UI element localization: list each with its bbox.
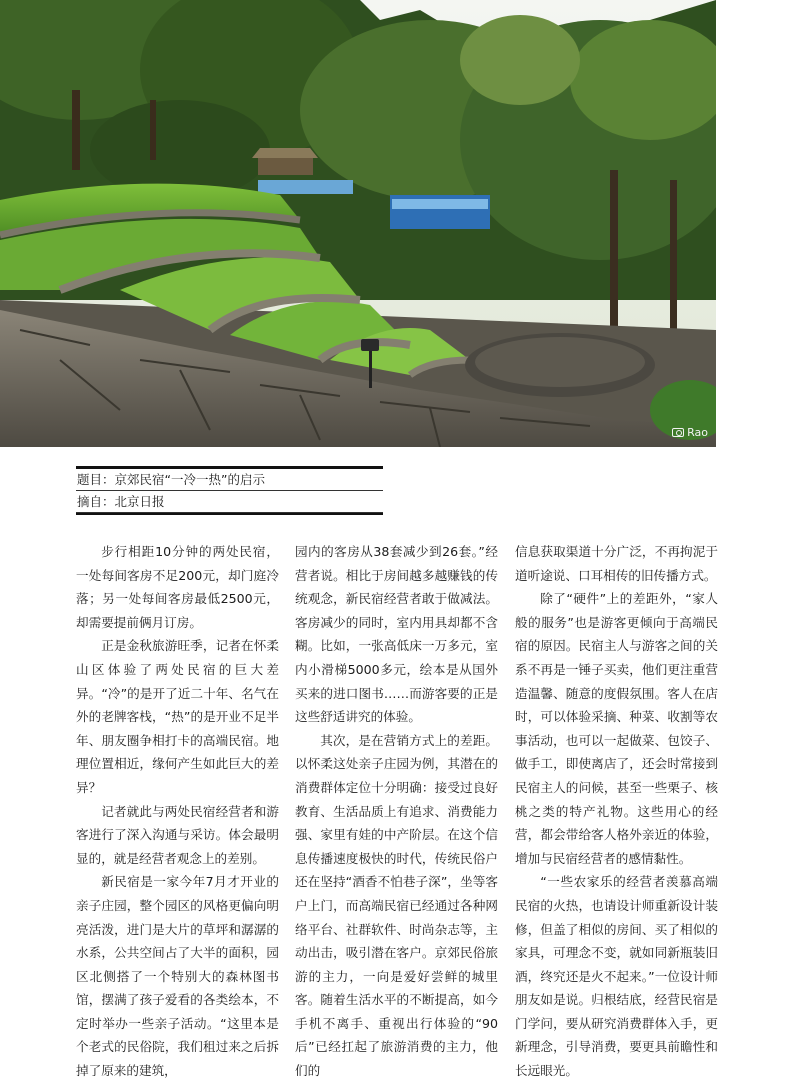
text-column-2 [295,540,498,1078]
meta-bottom-rule [76,513,383,515]
paragraph-continued: 园内的客房从38套减少到26套。”经营者说。相比于房间越多越赚钱的传统观念，新民宿经营者敢于做减法。客房减少的同时，室内用具却都不含糊。比如，一张高低床一万多元，室内小滑梯5000多元，绘本是从国外买来的进口图书……而游客要的正是这些舒适讲究的体验。 [295,544,498,725]
cover-photo [0,0,716,447]
paragraph: “一些农家乐的经营者羡慕高端民宿的火热，也请设计师重新设计装修，但盖了相似的房间、买了相似的家具，可理念不变，就如同新瓶装旧酒，终究还是火不起来。”一位设计师朋友如是说。归根结底，经营民宿是门学问，要从研究消费群体入手，更新理念，引导消费，要更具前瞻性和长远眼光。 [515,874,718,1078]
camera-icon [672,428,684,437]
paragraph: 步行相距10分钟的两处民宿，一处每间客房不足200元，却门庭冷落；另一处每间客房最低2500元，却需要提前俩月订房。 [76,544,279,630]
article-meta [76,466,383,515]
photo-watermark [672,426,708,439]
paragraph: 其次，是在营销方式上的差距。以怀柔这处亲子庄园为例，其潜在的消费群体定位十分明确：接受过良好教育、生活品质上有追求、消费能力强、家里有娃的中产阶层。在这个信息传播速度极快的时代，传统民俗户还在坚持“酒香不怕巷子深”，坐等客户上门，而高端民宿已经通过各种网络平台、社群软件、时尚杂志等，主动出击，吸引潜在客户。京郊民俗旅游的主力，一向是爱好尝鲜的城里客。随着生活水平的不断提高，如今手机不离手、重视出行体验的“90后”已经扛起了旅游消费的主力，他们的 [295,732,498,1078]
text-column-3 [515,540,718,1078]
watermark-text: Rao [687,426,708,439]
paragraph-continued: 信息获取渠道十分广泛，不再拘泥于道听途说、口耳相传的旧传播方式。 [515,544,718,583]
paragraph: 新民宿是一家今年7月才开业的亲子庄园，整个园区的风格更偏向明亮活泼，进门是大片的草坪和潺潺的水系，公共空间占了大半的面积，园区北侧搭了一个特别大的森林图书馆，摆满了孩子爱看的各类绘本，不定时举办一些亲子活动。“这里本是个老式的民俗院，我们租过来之后拆掉了原来的建筑， [76,874,279,1078]
paragraph: 除了“硬件”上的差距外，“家人般的服务”也是游客更倾向于高端民宿的原因。民宿主人与游客之间的关系不再是一锤子买卖，他们更注重营造温馨、随意的度假氛围。客人在店时，可以体验采摘、种菜、收割等农事活动，也可以一起做菜、包饺子、做手工，即使离店了，还会时常接到民宿主人的问候，甚至一些栗子、核桃之类的特产礼物。这些用心的经营，都会带给客人格外亲近的体验，增加与民宿经营者的感情黏性。 [515,591,718,866]
article-source-line: 摘自：北京日报 [76,491,383,513]
text-column-1 [76,540,279,1078]
article-title-line: 题目：京郊民宿“一冷一热”的启示 [76,469,383,491]
amphitheater-illustration [0,0,716,447]
paragraph: 正是金秋旅游旺季，记者在怀柔山区体验了两处民宿的巨大差异。“冷”的是开了近二十年、名气在外的老牌客栈，“热”的是开业不足半年、朋友圈争相打卡的高端民宿。地理位置相近，缘何产生如此巨大的差异？ [76,638,279,795]
paragraph: 记者就此与两处民宿经营者和游客进行了深入沟通与采访。体会最明显的，就是经营者观念上的差别。 [76,803,279,866]
